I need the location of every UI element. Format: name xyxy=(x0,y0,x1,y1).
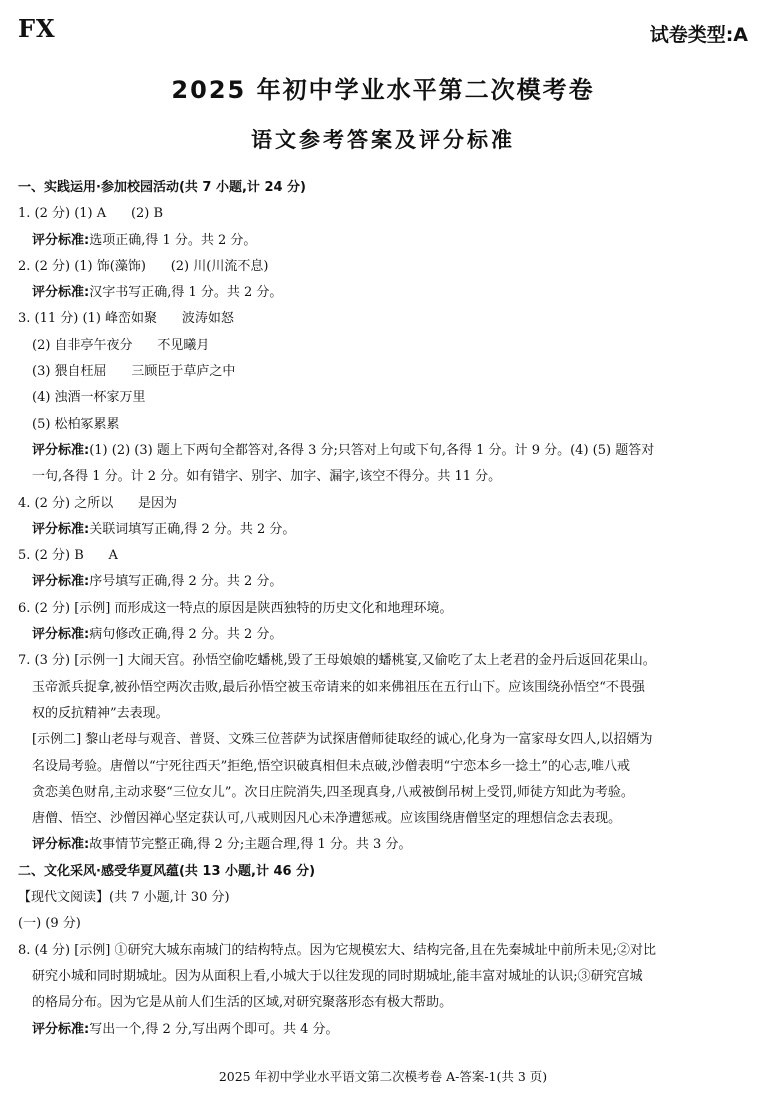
line-text: 5. (2 分) B A xyxy=(18,548,118,564)
answer-line xyxy=(18,385,750,411)
answer-line xyxy=(18,964,750,990)
line-text: 名设局考验。唐僧以“宁死往西天”拒绝,悟空识破真相但未点破,沙僧表明“宁恋本乡一捻土”的心志,唯八戒 xyxy=(32,758,630,774)
line-text: 6. (2 分) [示例] 而形成这一特点的原因是陕西独特的历史文化和地理环境。 xyxy=(18,600,453,616)
line-text: 一、实践运用·参加校园活动(共 7 小题,计 24 分) xyxy=(18,180,306,195)
line-text: 故事情节完整正确,得 2 分;主题合理,得 1 分。共 3 分。 xyxy=(89,837,412,853)
section-heading xyxy=(18,175,750,201)
answer-line xyxy=(18,254,750,280)
page-subtitle: 语文参考答案及评分标准 xyxy=(251,128,515,152)
page-footer: 2025 年初中学业水平语文第二次模考卷 A-答案-1(共 3 页) xyxy=(218,1069,548,1084)
scoring-criteria-label: 评分标准: xyxy=(32,1021,90,1037)
answer-line xyxy=(18,648,750,674)
scoring-criteria-label: 评分标准: xyxy=(32,574,90,590)
line-text: 4. (2 分) 之所以 是因为 xyxy=(18,495,178,511)
line-text: 1. (2 分) (1) A (2) B xyxy=(18,206,164,222)
answer-line xyxy=(18,911,750,937)
line-text: 选项正确,得 1 分。共 2 分。 xyxy=(89,232,257,248)
line-text: 贪恋美色财帛,主动求娶“三位女儿”。次日庄院消失,四圣现真身,八戒被倒吊树上受罚,师徒方知此为考验。 xyxy=(32,784,634,800)
line-text: 2. (2 分) (1) 饰(藻饰) (2) 川(川流不息) xyxy=(18,258,269,274)
line-text: 汉字书写正确,得 1 分。共 2 分。 xyxy=(89,285,283,301)
line-text: 【现代文阅读】(共 7 小题,计 30 分) xyxy=(18,890,230,906)
section-heading xyxy=(18,859,750,885)
scoring-criteria-line xyxy=(18,517,750,543)
line-text: 写出一个,得 2 分,写出两个即可。共 4 分。 xyxy=(89,1021,339,1037)
line-text: 一句,各得 1 分。计 2 分。如有错字、别字、加字、漏字,该空不得分。共 11 分。 xyxy=(32,469,502,485)
line-text: 关联词填写正确,得 2 分。共 2 分。 xyxy=(89,521,296,537)
answer-line xyxy=(18,543,750,569)
scoring-criteria-line xyxy=(18,1017,750,1043)
line-text: (1) (2) (3) 题上下两句全都答对,各得 3 分;只答对上句或下句,各得 1 分。计 9 分。(4) (5) 题答对 xyxy=(89,442,655,458)
answer-line xyxy=(18,727,750,753)
scoring-criteria-label: 评分标准: xyxy=(32,232,90,248)
line-text: 研究小城和同时期城址。因为从面积上看,小城大于以往发现的同时期城址,能丰富对城址的认识;③研究宫城 xyxy=(32,968,643,984)
line-text: 的格局分布。因为它是从前人们生活的区域,对研究聚落形态有极大帮助。 xyxy=(32,995,453,1011)
scoring-criteria-line xyxy=(18,438,750,464)
answer-line xyxy=(18,938,750,964)
line-text: (一) (9 分) xyxy=(18,916,81,932)
line-text: 权的反抗精神”去表现。 xyxy=(32,705,169,721)
line-text: 8. (4 分) [示例] ①研究大城东南城门的结构特点。因为它规模宏大、结构完备,且在先秦城址中前所未见;②对比 xyxy=(18,942,657,958)
line-text: [示例二] 黎山老母与观音、普贤、文殊三位菩萨为试探唐僧师徒取经的诚心,化身为一富家母女四人,以招婿为 xyxy=(32,732,653,748)
paper-code: FX xyxy=(18,14,56,43)
line-text: 3. (11 分) (1) 峰峦如聚 波涛如怒 xyxy=(18,311,234,327)
answer-line xyxy=(18,596,750,622)
answer-line xyxy=(18,675,750,701)
answer-line xyxy=(18,780,750,806)
scoring-criteria-line xyxy=(18,280,750,306)
answer-line xyxy=(18,806,750,832)
answer-line xyxy=(18,412,750,438)
scoring-criteria-label: 评分标准: xyxy=(32,442,90,458)
scoring-criteria-line xyxy=(18,622,750,648)
answer-line xyxy=(18,990,750,1016)
line-text: 序号填写正确,得 2 分。共 2 分。 xyxy=(89,574,283,590)
answer-line xyxy=(18,201,750,227)
answer-line xyxy=(18,464,750,490)
line-text: 唐僧、悟空、沙僧因禅心坚定获认可,八戒则因凡心未净遭惩戒。应该围绕唐僧坚定的理想信念去表现。 xyxy=(32,811,622,827)
line-text: (4) 浊酒一杯家万里 xyxy=(32,390,146,406)
scoring-criteria-line xyxy=(18,832,750,858)
line-text: 病句修改正确,得 2 分。共 2 分。 xyxy=(89,627,283,643)
paper-type-label: 试卷类型:A xyxy=(649,24,748,46)
answer-line xyxy=(18,491,750,517)
scoring-criteria-label: 评分标准: xyxy=(32,627,90,643)
line-text: (3) 猥自枉屈 三顾臣于草庐之中 xyxy=(32,364,236,380)
line-text: 玉帝派兵捉拿,被孙悟空两次击败,最后孙悟空被玉帝请来的如来佛祖压在五行山下。应该围绕孙悟空“不畏强 xyxy=(32,679,645,695)
scoring-criteria-label: 评分标准: xyxy=(32,521,90,537)
line-text: (5) 松柏冢累累 xyxy=(32,416,120,432)
answer-line xyxy=(18,359,750,385)
answer-line xyxy=(18,306,750,332)
line-text: 二、文化采风·感受华夏风蕴(共 13 小题,计 46 分) xyxy=(18,863,316,879)
page-title: 2025 年初中学业水平第二次模考卷 xyxy=(171,76,595,104)
line-text: (2) 自非亭午夜分 不见曦月 xyxy=(32,337,210,353)
answer-line xyxy=(18,754,750,780)
scoring-criteria-line xyxy=(18,569,750,595)
scoring-criteria-label: 评分标准: xyxy=(32,837,90,853)
answer-body xyxy=(18,175,750,1043)
answer-line xyxy=(18,701,750,727)
scoring-criteria-label: 评分标准: xyxy=(32,285,90,301)
answer-line xyxy=(18,885,750,911)
scoring-criteria-line xyxy=(18,228,750,254)
line-text: 7. (3 分) [示例一] 大闹天宫。孙悟空偷吃蟠桃,毁了王母娘娘的蟠桃宴,又偷吃了太上老君的金丹后返回花果山。 xyxy=(18,653,656,669)
answer-line xyxy=(18,333,750,359)
